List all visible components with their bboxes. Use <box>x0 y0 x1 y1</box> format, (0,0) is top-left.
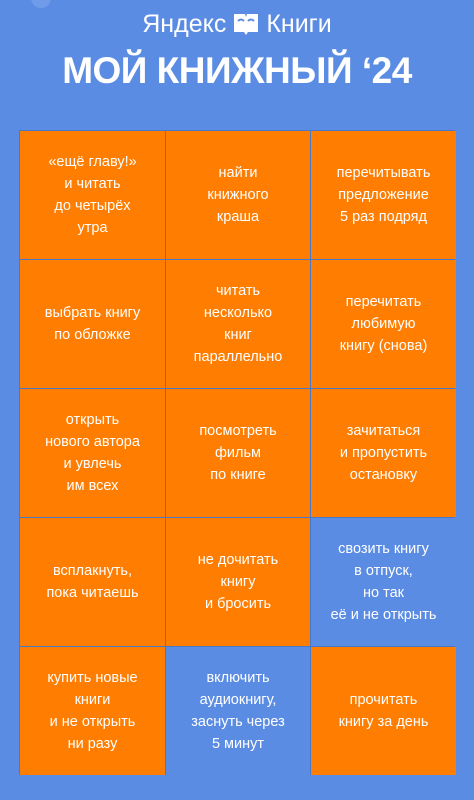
bingo-cell: прочитать книгу за день <box>311 647 456 775</box>
bingo-cell: читать несколько книг параллельно <box>166 260 310 388</box>
decorative-dot <box>31 0 51 8</box>
bingo-cell: найти книжного краша <box>166 131 310 259</box>
brand-logo <box>0 8 474 40</box>
page-title: МОЙ КНИЖНЫЙ ‘24 <box>62 50 412 91</box>
bingo-cell: свозить книгу в отпуск, но так её и не открыть <box>311 518 456 646</box>
bingo-cell: открыть нового автора и увлечь им всех <box>20 389 165 517</box>
bingo-cell: зачитаться и пропустить остановку <box>311 389 456 517</box>
bingo-cell: всплакнуть, пока читаешь <box>20 518 165 646</box>
bingo-cell: купить новые книги и не открыть ни разу <box>20 647 165 775</box>
bingo-cell: перечитать любимую книгу (снова) <box>311 260 456 388</box>
bingo-cell: выбрать книгу по обложке <box>20 260 165 388</box>
bingo-cell: «ещё главу!» и читать до четырёх утра <box>20 131 165 259</box>
bingo-cell: перечитывать предложение 5 раз подряд <box>311 131 456 259</box>
brand-name-yandex: Яндекс <box>142 9 227 38</box>
bingo-cell: включить аудиокнигу, заснуть через 5 минут <box>166 647 310 775</box>
bingo-grid <box>19 130 455 775</box>
bingo-cell: посмотреть фильм по книге <box>166 389 310 517</box>
bingo-cell: не дочитать книгу и бросить <box>166 518 310 646</box>
brand-name-knigi: Книги <box>266 9 332 38</box>
bookmark-logo-icon <box>232 12 260 36</box>
